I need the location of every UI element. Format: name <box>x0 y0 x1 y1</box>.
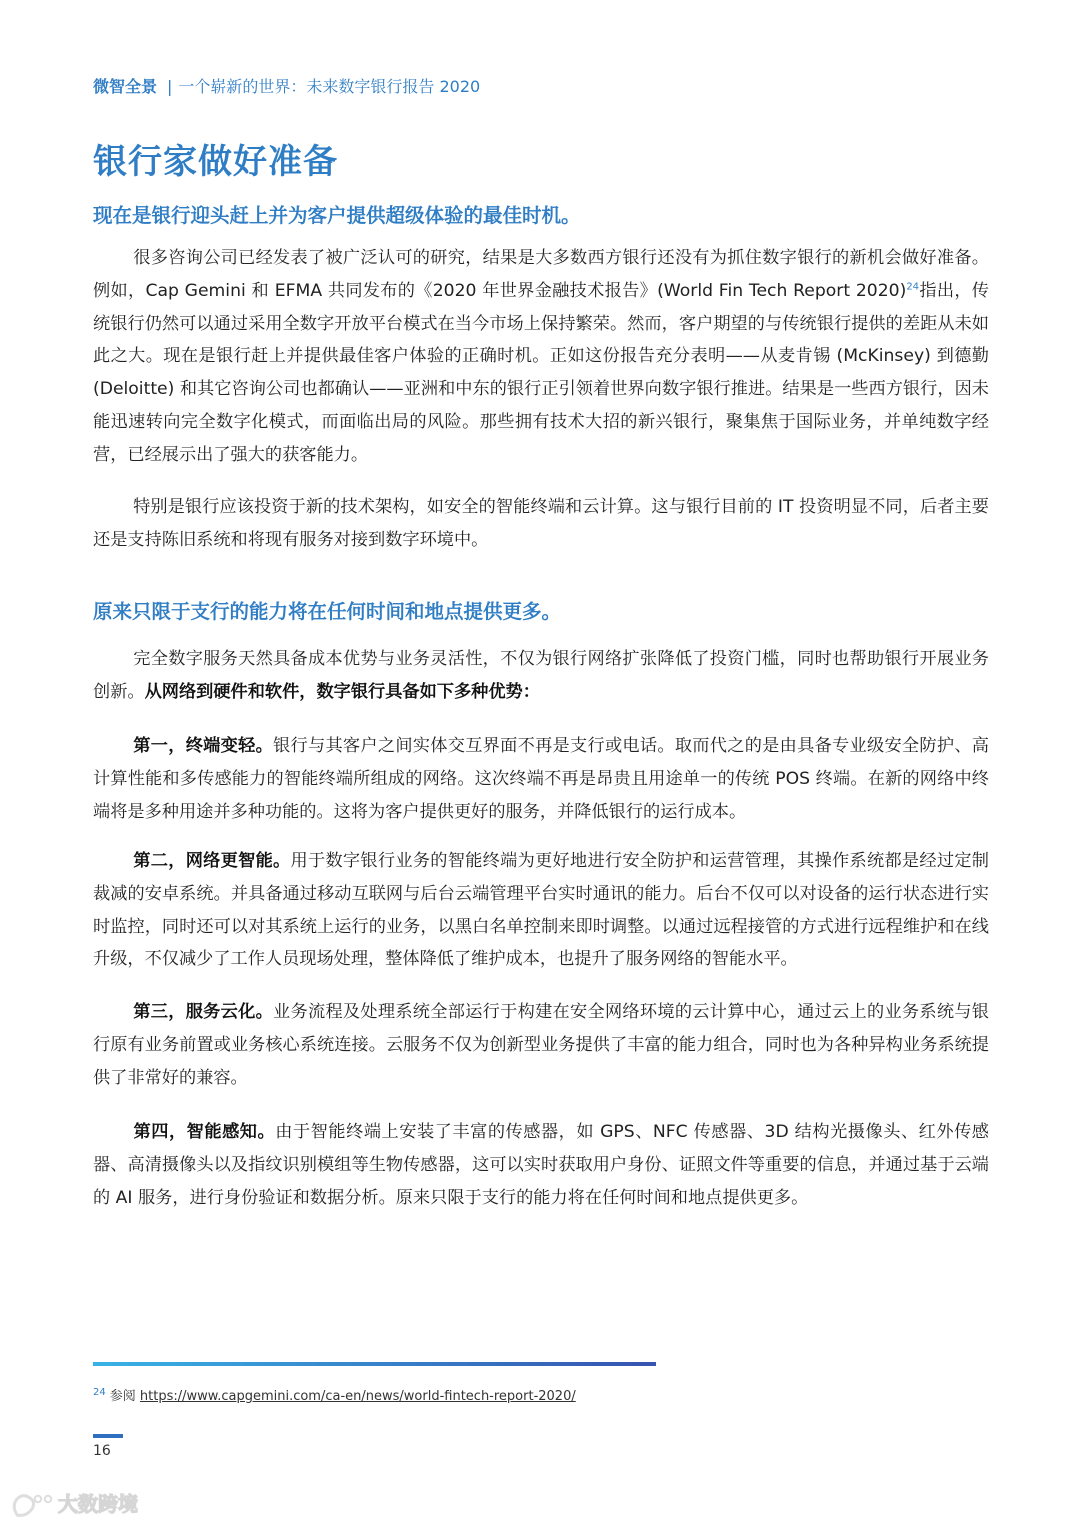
header-brand: 微智全景 <box>93 77 158 96</box>
svg-text:大数跨境: 大数跨境 <box>58 1492 138 1516</box>
section1-paragraph-1-text-a: 很多咨询公司已经发表了被广泛认可的研究，结果是大多数西方银行还没有为抓住数字银行的新机会做好准备。例如，Cap Gemini 和 EFMA 共同发布的《2020 年世界金融技术报告》(World Fin Tech Report 2020) <box>93 248 989 301</box>
watermark <box>8 1489 158 1519</box>
point-2-paragraph <box>93 845 989 976</box>
section1-paragraph-2 <box>93 491 989 557</box>
point-3-paragraph <box>93 996 989 1094</box>
footnote-prefix: 参阅 <box>109 1389 136 1404</box>
footnote-divider <box>93 1362 656 1366</box>
point-2-lead: 第二，网络更智能。 <box>133 851 291 871</box>
point-4-text: 由于智能终端上安装了丰富的传感器，如 GPS、NFC 传感器、3D 结构光摄像头、红外传感器、高清摄像头以及指纹识别模组等生物传感器，这可以实时获取用户身份、证照文件等重要的信息，并通过基于云端的 AI 服务，进行身份验证和数据分析。原来只限于支行的能力将在任何时间和地点提供更多。 <box>93 1122 989 1208</box>
section1-paragraph-1 <box>93 242 989 472</box>
section2-intro-paragraph <box>93 643 989 709</box>
section-heading-2: 原来只限于支行的能力将在任何时间和地点提供更多。 <box>93 600 562 623</box>
page-number-marker <box>93 1434 123 1438</box>
section2-intro-bold: 从网络到硬件和软件，数字银行具备如下多种优势： <box>144 681 540 702</box>
point-3-lead: 第三，服务云化。 <box>133 1002 274 1022</box>
footnote <box>93 1385 576 1404</box>
section-heading-1: 现在是银行迎头赶上并为客户提供超级体验的最佳时机。 <box>93 204 581 227</box>
section2-intro-text: 完全数字服务天然具备成本优势与业务灵活性，不仅为银行网络扩张降低了投资门槛，同时也帮助银行开展业务创新。 <box>93 649 989 702</box>
section1-paragraph-1-text-b: 指出，传统银行仍然可以通过采用全数字开放平台模式在当今市场上保持繁荣。然而，客户期望的与传统银行提供的差距从未如此之大。现在是银行赶上并提供最佳客户体验的正确时机。正如这份报告充分表明——从麦肯锡 (McKinsey) 到德勤 (Deloitte) 和其它咨询公司也都确认——亚洲和中东的银行正引领着世界向数字银行推进。结果是一些西方银行，因未能迅速转向完全数字化模式，而面临出局的风险。那些拥有技术大招的新兴银行，聚集焦于国际业务，并单纯数字经营，已经展示出了强大的获客能力。 <box>93 280 989 465</box>
header-separator: | <box>167 77 173 96</box>
footnote-number: 24 <box>93 1386 106 1398</box>
page-title: 银行家做好准备 <box>93 142 338 182</box>
footnote-ref-24: 24 <box>906 281 920 293</box>
point-1-lead: 第一，终端变轻。 <box>133 736 274 756</box>
header-subtitle: 一个崭新的世界：未来数字银行报告 2020 <box>178 77 481 96</box>
footnote-link[interactable]: https://www.capgemini.com/ca-en/news/world-fintech-report-2020/ <box>139 1389 576 1404</box>
section1-paragraph-2-text: 特别是银行应该投资于新的技术架构，如安全的智能终端和云计算。这与银行目前的 IT 投资明显不同，后者主要还是支持陈旧系统和将现有服务对接到数字环境中。 <box>93 497 989 550</box>
page-number: 16 <box>93 1443 111 1459</box>
point-3-text: 业务流程及处理系统全部运行于构建在安全网络环境的云计算中心，通过云上的业务系统与银行原有业务前置或业务核心系统连接。云服务不仅为创新型业务提供了丰富的能力组合，同时也为各种异构业务系统提供了非常好的兼容。 <box>93 1002 989 1088</box>
running-header <box>93 74 480 97</box>
watermark-logo-icon <box>8 1489 158 1519</box>
point-4-paragraph <box>93 1116 989 1214</box>
point-1-paragraph <box>93 730 989 828</box>
point-1-text: 银行与其客户之间实体交互界面不再是支行或电话。取而代之的是由具备专业级安全防护、高计算性能和多传感能力的智能终端所组成的网络。这次终端不再是昂贵且用途单一的传统 POS 终端。在新的网络中终端将是多种用途并多种功能的。这将为客户提供更好的服务，并降低银行的运行成本。 <box>93 736 989 822</box>
point-4-lead: 第四，智能感知。 <box>133 1122 276 1142</box>
point-2-text: 用于数字银行业务的智能终端为更好地进行安全防护和运营管理，其操作系统都是经过定制裁减的安卓系统。并具备通过移动互联网与后台云端管理平台实时通讯的能力。后台不仅可以对设备的运行状态进行实时监控，同时还可以对其系统上运行的业务，以黑白名单控制来即时调整。以通过远程接管的方式进行远程维护和在线升级，不仅减少了工作人员现场处理，整体降低了维护成本，也提升了服务网络的智能水平。 <box>93 851 989 970</box>
